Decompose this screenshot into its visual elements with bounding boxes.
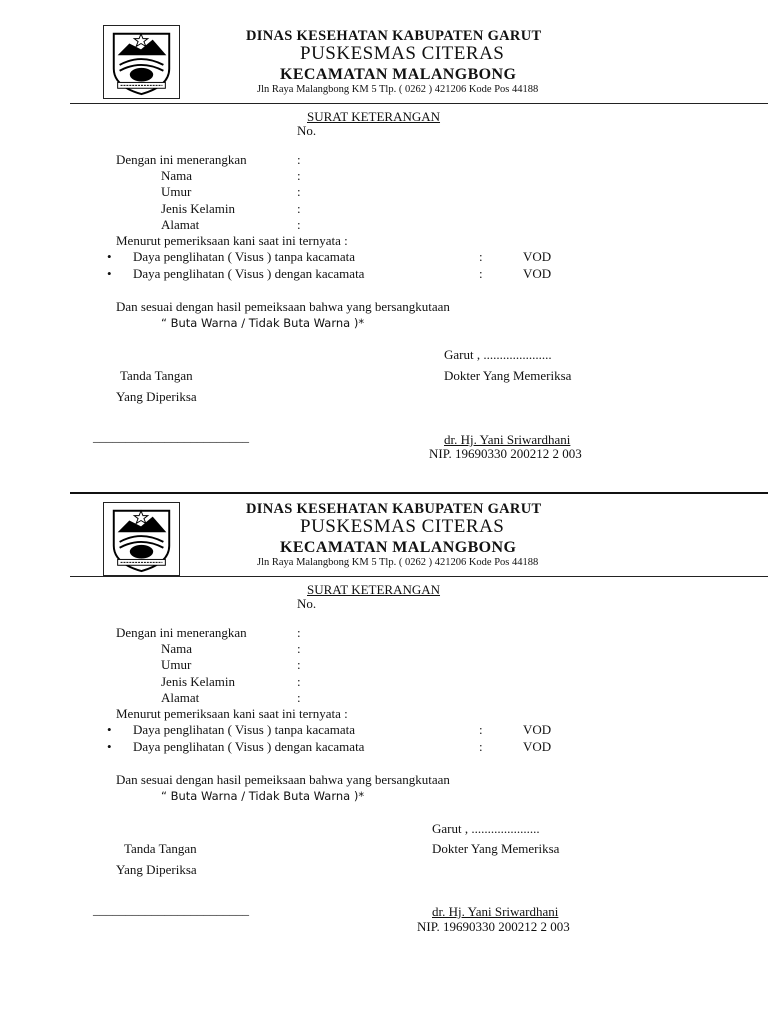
doctor-nip: NIP. 19690330 200212 2 003	[429, 446, 582, 461]
document-title: SURAT KETERANGAN	[307, 109, 441, 124]
regency-emblem-logo	[103, 502, 180, 576]
signature-line: ________________________	[93, 902, 249, 917]
vision-item-with-glasses: • Daya penglihatan ( Visus ) dengan kacamata	[133, 266, 364, 282]
number-label: No.	[297, 123, 317, 138]
field-colon: :	[297, 690, 301, 705]
doctor-name: dr. Hj. Yani Sriwardhani	[432, 904, 559, 919]
field-label-alamat: Alamat	[161, 690, 200, 705]
color-blindness-options: “ Buta Warna / Tidak Buta Warna )*	[161, 789, 365, 803]
field-colon: :	[297, 674, 301, 689]
field-label-jenis-kelamin: Jenis Kelamin	[161, 674, 236, 689]
field-colon: :	[297, 168, 301, 183]
signature-right-label: Dokter Yang Memeriksa	[444, 368, 572, 383]
field-label-nama: Nama	[161, 168, 193, 183]
form-separator	[70, 492, 768, 494]
field-label-nama: Nama	[161, 641, 193, 656]
vision-code: VOD	[523, 739, 552, 754]
field-label-alamat: Alamat	[161, 217, 200, 232]
header-puskesmas: PUSKESMAS CITERAS	[300, 43, 505, 64]
intro-colon: :	[297, 152, 301, 167]
vision-colon: :	[479, 739, 483, 754]
signature-left-label-1: Tanda Tangan	[124, 841, 197, 856]
header-puskesmas: PUSKESMAS CITERAS	[300, 516, 505, 537]
field-colon: :	[297, 201, 301, 216]
field-colon: :	[297, 641, 301, 656]
vision-item-with-glasses: • Daya penglihatan ( Visus ) dengan kacamata	[133, 739, 364, 755]
vision-code: VOD	[523, 266, 552, 281]
header-agency: DINAS KESEHATAN KABUPATEN GARUT	[246, 28, 542, 44]
signature-right-label: Dokter Yang Memeriksa	[432, 841, 560, 856]
doctor-nip: NIP. 19690330 200212 2 003	[417, 919, 570, 934]
exam-intro: Menurut pemeriksaan kani saat ini ternyata :	[116, 706, 348, 721]
vision-code: VOD	[523, 249, 552, 264]
field-label-jenis-kelamin: Jenis Kelamin	[161, 201, 236, 216]
header-agency: DINAS KESEHATAN KABUPATEN GARUT	[246, 501, 542, 517]
color-blindness-options: “ Buta Warna / Tidak Buta Warna )*	[161, 316, 365, 330]
vision-colon: :	[479, 722, 483, 737]
intro-text: Dengan ini menerangkan	[116, 152, 247, 167]
exam-intro: Menurut pemeriksaan kani saat ini ternyata :	[116, 233, 348, 248]
place-date: Garut , .....................	[444, 347, 552, 362]
field-label-umur: Umur	[161, 184, 192, 199]
number-label: No.	[297, 596, 317, 611]
signature-left-label-2: Yang Diperiksa	[116, 862, 197, 877]
vision-code: VOD	[523, 722, 552, 737]
field-colon: :	[297, 184, 301, 199]
signature-left-label-2: Yang Diperiksa	[116, 389, 197, 404]
result-statement: Dan sesuai dengan hasil pemeiksaan bahwa yang bersangkutaan	[116, 299, 450, 314]
header-address: Jln Raya Malangbong KM 5 Tlp. ( 0262 ) 421206 Kode Pos 44188	[257, 84, 539, 95]
intro-text: Dengan ini menerangkan	[116, 625, 247, 640]
vision-colon: :	[479, 249, 483, 264]
result-statement: Dan sesuai dengan hasil pemeiksaan bahwa yang bersangkutaan	[116, 772, 450, 787]
signature-line: ________________________	[93, 429, 249, 444]
vision-item-without-glasses: • Daya penglihatan ( Visus ) tanpa kacamata	[133, 249, 355, 265]
header-kecamatan: KECAMATAN MALANGBONG	[280, 66, 517, 83]
field-colon: :	[297, 217, 301, 232]
place-date: Garut , .....................	[432, 821, 540, 836]
regency-emblem-logo	[103, 25, 180, 99]
header-divider	[70, 576, 768, 577]
intro-colon: :	[297, 625, 301, 640]
header-address: Jln Raya Malangbong KM 5 Tlp. ( 0262 ) 421206 Kode Pos 44188	[257, 557, 539, 568]
vision-item-without-glasses: • Daya penglihatan ( Visus ) tanpa kacamata	[133, 722, 355, 738]
header-divider	[70, 103, 768, 104]
header-kecamatan: KECAMATAN MALANGBONG	[280, 539, 517, 556]
doctor-name: dr. Hj. Yani Sriwardhani	[444, 432, 571, 447]
signature-left-label-1: Tanda Tangan	[120, 368, 193, 383]
document-title: SURAT KETERANGAN	[307, 582, 441, 597]
vision-colon: :	[479, 266, 483, 281]
field-colon: :	[297, 657, 301, 672]
field-label-umur: Umur	[161, 657, 192, 672]
